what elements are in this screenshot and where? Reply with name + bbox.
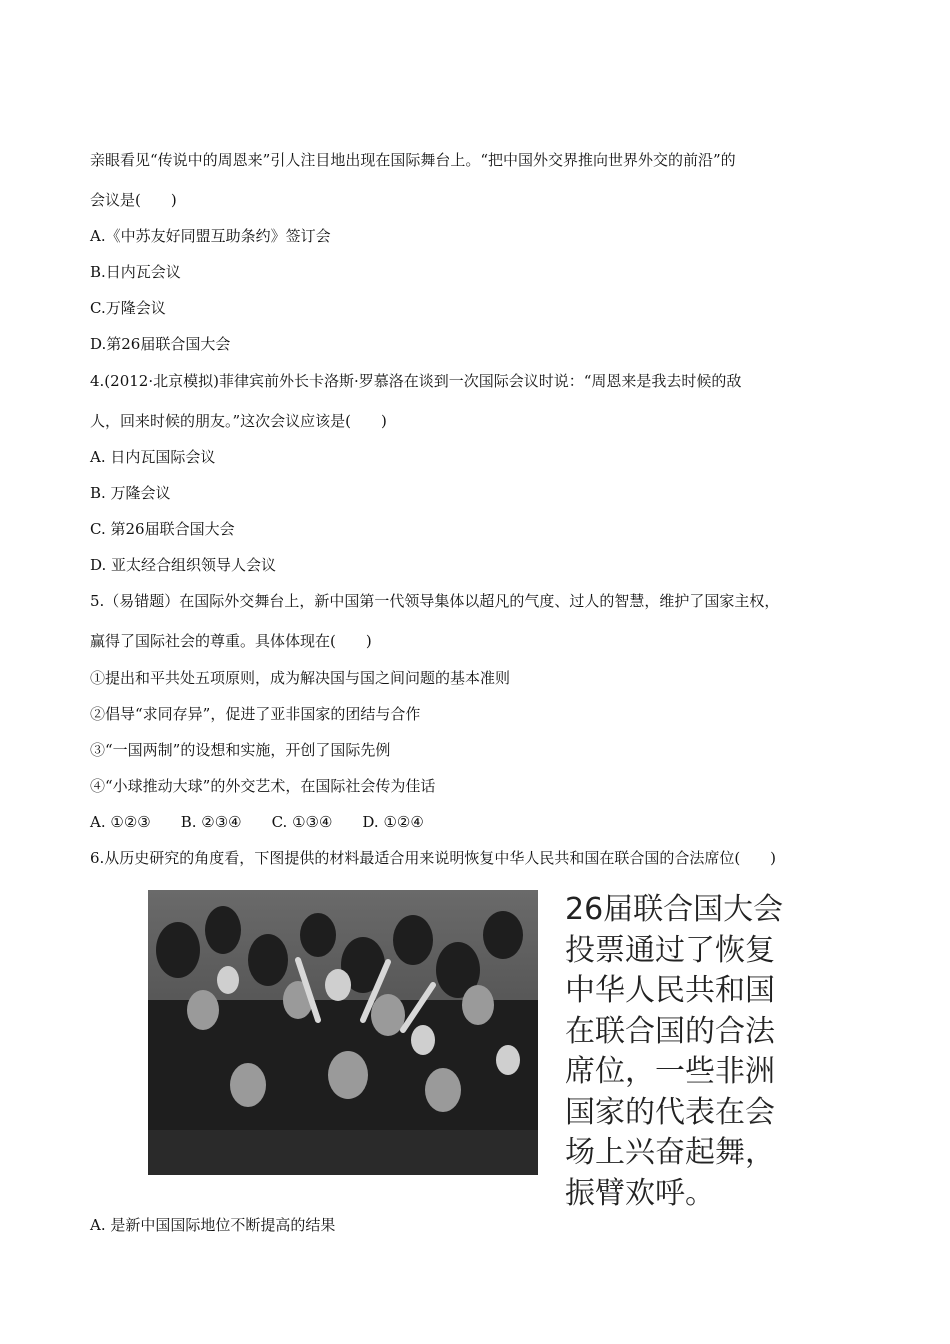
- caption-line: 振臂欢呼。: [565, 1175, 715, 1211]
- statement-line: ①提出和平共处五项原则，成为解决国与国之间问题的基本准则: [90, 669, 511, 687]
- option-line: C. 第26届联合国大会: [90, 520, 235, 538]
- option-line: C.万隆会议: [90, 299, 166, 317]
- statement-line: ③“一国两制”的设想和实施，开创了国际先例: [90, 741, 391, 759]
- option-line: B. 万隆会议: [90, 484, 171, 502]
- question-6-stem: 6.从历史研究的角度看，下图提供的材料最适合用来说明恢复中华人民共和国在联合国的合法席位( ): [90, 849, 777, 867]
- option-line: A. ①②③ B. ②③④ C. ①③④ D. ①②④: [90, 813, 424, 831]
- option-line: D.第26届联合国大会: [90, 335, 231, 353]
- option-line: A. 日内瓦国际会议: [90, 448, 216, 466]
- option-line: B.日内瓦会议: [90, 263, 181, 281]
- caption-line: 场上兴奋起舞，: [565, 1135, 775, 1170]
- question-6-figure: [148, 890, 818, 1211]
- figure-caption: [565, 890, 815, 1214]
- text-line: 会议是( ): [90, 191, 177, 209]
- un-assembly-photo: [148, 890, 538, 1175]
- caption-line: 国家的代表在会: [565, 1094, 775, 1130]
- caption-line: 席位，一些非洲: [565, 1054, 775, 1089]
- photo-illustration: [148, 890, 538, 1175]
- caption-line: 中华人民共和国: [565, 973, 775, 1008]
- text-line: 人，回来时候的朋友。”这次会议应该是( ): [90, 412, 387, 430]
- option-line: A.《中苏友好同盟互助条约》签订会: [90, 227, 331, 245]
- caption-line: 26届联合国大会: [565, 892, 784, 927]
- question-4-stem: 4.(2012·北京模拟)菲律宾前外长卡洛斯·罗慕洛在谈到一次国际会议时说：“周恩来是我去时候的敌: [90, 372, 742, 390]
- question-5-stem: 5.（易错题）在国际外交舞台上，新中国第一代领导集体以超凡的气度、过人的智慧，维护了国家主权，: [90, 592, 780, 610]
- option-line: D. 亚太经合组织领导人会议: [90, 556, 277, 574]
- caption-line: 在联合国的合法: [565, 1013, 775, 1049]
- statement-line: ②倡导“求同存异”，促进了亚非国家的团结与合作: [90, 705, 421, 723]
- option-line: A. 是新中国国际地位不断提高的结果: [90, 1216, 336, 1234]
- statement-line: ④“小球推动大球”的外交艺术，在国际社会传为佳话: [90, 777, 436, 795]
- text-line: 赢得了国际社会的尊重。具体体现在( ): [90, 632, 372, 650]
- text-line: 亲眼看见“传说中的周恩来”引人注目地出现在国际舞台上。“把中国外交界推向世界外交的前沿”的: [90, 151, 736, 169]
- caption-line: 投票通过了恢复: [565, 932, 775, 968]
